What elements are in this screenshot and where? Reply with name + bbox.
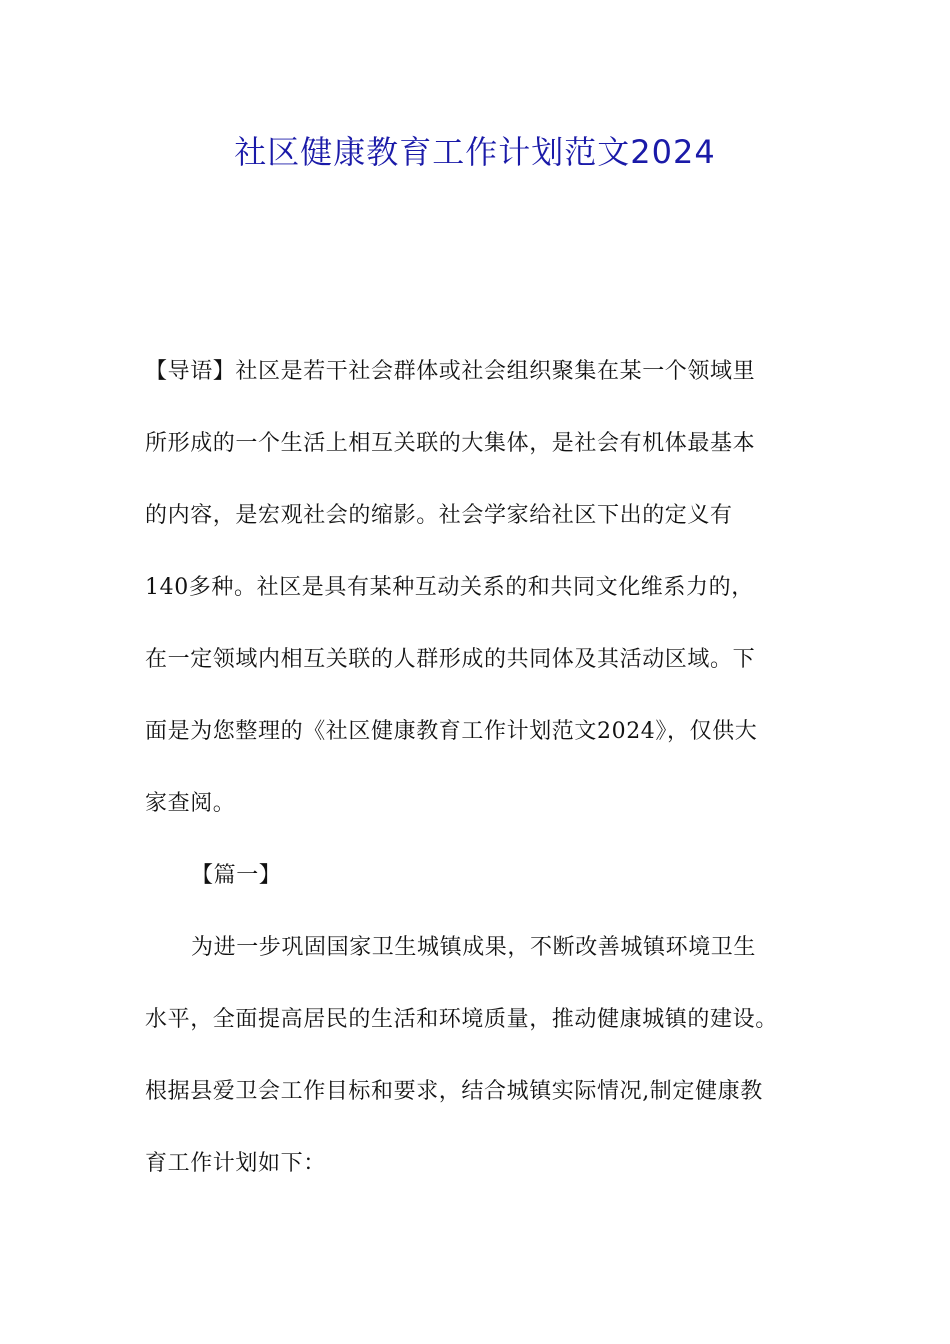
intro-paragraph xyxy=(145,336,835,840)
section-heading-text: 【篇一】 xyxy=(191,863,282,888)
intro-line: 面是为您整理的《社区健康教育工作计划范文2024》，仅供大 xyxy=(145,719,758,744)
paragraph-one xyxy=(145,912,835,1200)
paragraph-line: 水平，全面提高居民的生活和环境质量，推动健康城镇的建设。 xyxy=(145,1007,778,1032)
section-heading-one xyxy=(145,840,835,912)
paragraph-line: 育工作计划如下： xyxy=(145,1151,326,1176)
intro-line: 的内容，是宏观社会的缩影。社会学家给社区下出的定义有 xyxy=(145,503,733,528)
paragraph-line: 为进一步巩固国家卫生城镇成果，不断改善城镇环境卫生 xyxy=(191,935,757,960)
intro-line: 在一定领域内相互关联的人群形成的共同体及其活动区域。下 xyxy=(145,647,756,672)
intro-line: 140多种。社区是具有某种互动关系的和共同文化维系力的， xyxy=(145,575,754,600)
intro-line: 所形成的一个生活上相互关联的大集体，是社会有机体最基本 xyxy=(145,431,756,456)
intro-line: 【导语】社区是若干社会群体或社会组织聚集在某一个领域里 xyxy=(145,359,756,384)
paragraph-line: 根据县爱卫会工作目标和要求，结合城镇实际情况,制定健康教 xyxy=(145,1079,763,1104)
document-title: 社区健康教育工作计划范文2024 xyxy=(234,133,716,171)
intro-line: 家查阅。 xyxy=(145,791,236,816)
